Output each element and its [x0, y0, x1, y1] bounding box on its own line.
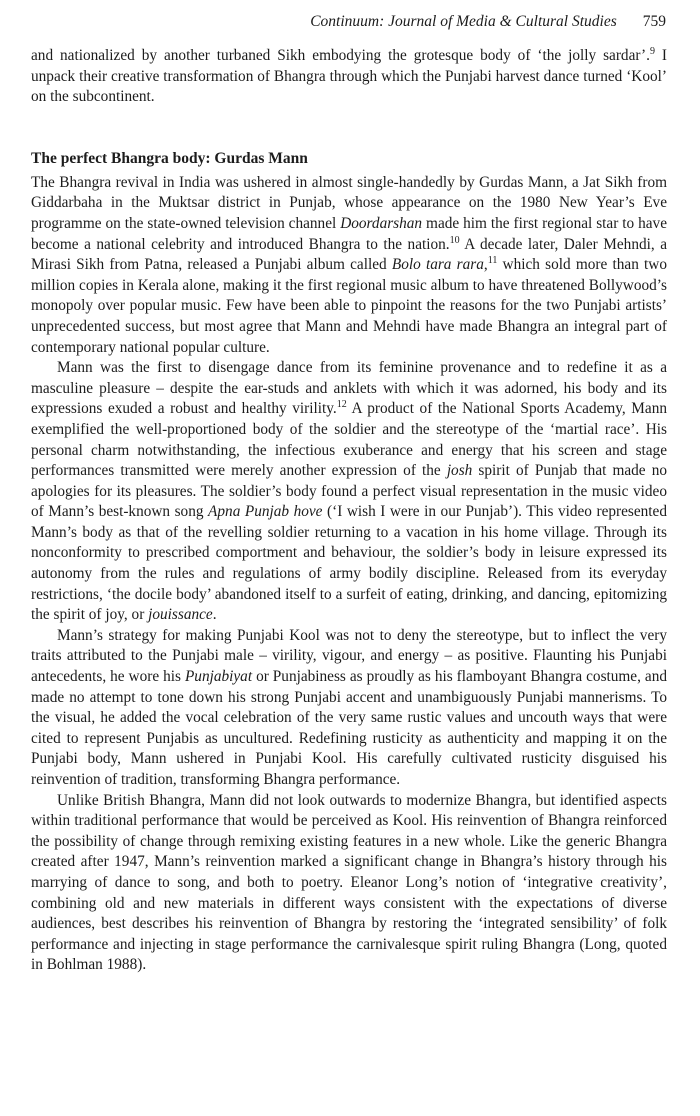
text-run: spirit of Punjab that made no apologies for its pleasures. The soldier’s body found a perfect visual representation in the music video of Mann’s best-known song: [31, 462, 667, 521]
page-number: 759: [642, 13, 666, 30]
italic-run: Apna Punjab hove: [208, 503, 323, 521]
running-head: [30, 12, 666, 32]
paragraph-2: [31, 358, 667, 626]
footnote-ref-12: 12: [336, 399, 347, 411]
paragraph-4: [31, 791, 667, 976]
italic-run: jouissance: [148, 606, 213, 624]
article-body: [31, 46, 667, 976]
footnote-ref-9: 9: [649, 46, 655, 57]
italic-run: josh: [446, 462, 473, 480]
italic-run: Bolo tara rara: [391, 256, 484, 274]
text-run: Mann was the first to disengage dance from its feminine provenance and to redefine it as a masculine pleasure – despite the ear-studs and anklets with which it was adorned, his body and its expressions exuded a robust and healthy virility.: [31, 359, 667, 418]
footnote-ref-11: 11: [487, 255, 498, 267]
text-run: and nationalized by another turbaned Sikh embodying the grotesque body of ‘the jolly sardar’.: [31, 47, 650, 64]
text-run: ,: [483, 256, 488, 274]
paragraph-3: [31, 626, 667, 791]
footnote-ref-10: 10: [449, 234, 460, 246]
text-run: Mann’s strategy for making Punjabi Kool was not to deny the stereotype, but to inflect the very traits attributed to the Punjabi male – virility, vigour, and energy – as positive. Flaunting his Punjabi antecedents, he wore his: [31, 626, 667, 686]
section-heading: The perfect Bhangra body: Gurdas Mann: [31, 149, 308, 167]
text-run: Unlike British Bhangra, Mann did not look outwards to modernize Bhangra, but identified aspects within traditional performance that would be perceived as Kool. His reinvention of Bhangra reinforced the possibility of change through remixing existing features in a new whole. Like the generic Bhangra created after 1947, Mann’s reinvention marked a significant change in Bhangra’s history through his marrying of dance to song, and both to poetry. Eleanor Long’s notion of ‘integrative creativity’, combining old and new materials in different ways consistent with the expectations of diverse audiences, best describes his reinvention of Bhangra by restoring the ‘integrated sensibility’ of folk performance and injecting in stage performance the carnivalesque spirit ruling Bhangra (Long, quoted in Bohlman 1988).: [31, 791, 667, 974]
text-run: I unpack their creative transformation of Bhangra through which the Punjabi harvest dance turned ‘Kool’ on the subcontinent.: [31, 47, 667, 106]
text-run: .: [212, 606, 217, 624]
italic-run: Doordarshan: [340, 214, 423, 232]
text-run: A decade later, Daler Mehndi, a Mirasi Sikh from Patna, released a Punjabi album called: [31, 235, 667, 274]
text-run: The Bhangra revival in India was ushered in almost single-handedly by Gurdas Mann, a Jat Sikh from Giddarbaha in the Muktsar district in Punjab, whose appearance on the 1980 New Year’s Eve programme on the state-owned television channel: [31, 173, 667, 232]
text-run: or Punjabiness as proudly as his flamboyant Bhangra costume, and made no attempt to tone down his strong Punjabi accent and unambiguously Punjabi mannerisms. To the visual, he added the vocal celebration of the very same rustic values and uncouth ways that were cited to represent Punjabis as uncultured. Redefining rusticity as authenticity and mapping it on the Punjabi body, Mann ushered in Punjabi Kool. His carefully cultivated rusticity disguised his reinvention of tradition, transforming Bhangra performance.: [31, 668, 667, 788]
paragraph-1: [31, 173, 667, 358]
text-run: which sold more than two million copies in Kerala alone, making it the first regional music album to have threatened Bollywood’s monopoly over popular music. Few have been able to pinpoint the reasons for the two Punjabi artists’ unprecedented success, but most agree that Mann and Mehndi have made Bhangra an integral part of contemporary national popular culture.: [31, 256, 668, 356]
intro-paragraph: [31, 46, 667, 108]
text-run: A product of the National Sports Academy, Mann exemplified the well-proportioned body of the soldier and the stereotype of the ‘martial race’. His personal charm notwithstanding, the infectious exuberance and energy that his screen and stage performances transmitted were merely another expression of the: [31, 400, 667, 480]
text-run: made him the first regional star to have become a national celebrity and introduced Bhangra to the nation.: [31, 214, 667, 253]
journal-title: Continuum: Journal of Media & Cultural Studies: [310, 13, 617, 30]
text-run: (‘I wish I were in our Punjab’). This video represented Mann’s body as that of the revelling soldier returning to a vacation in his home village. Through its nonconformity to prescribed comportment and behaviour, the soldier’s body in leisure expressed its autonomy from the rules and regulations of army bodily discipline. Released from its everyday restrictions, ‘the docile body’ abandoned itself to a surfeit of eating, drinking, and dancing, epitomizing the spirit of joy, or: [31, 503, 667, 624]
italic-run: Punjabiyat: [184, 668, 253, 686]
